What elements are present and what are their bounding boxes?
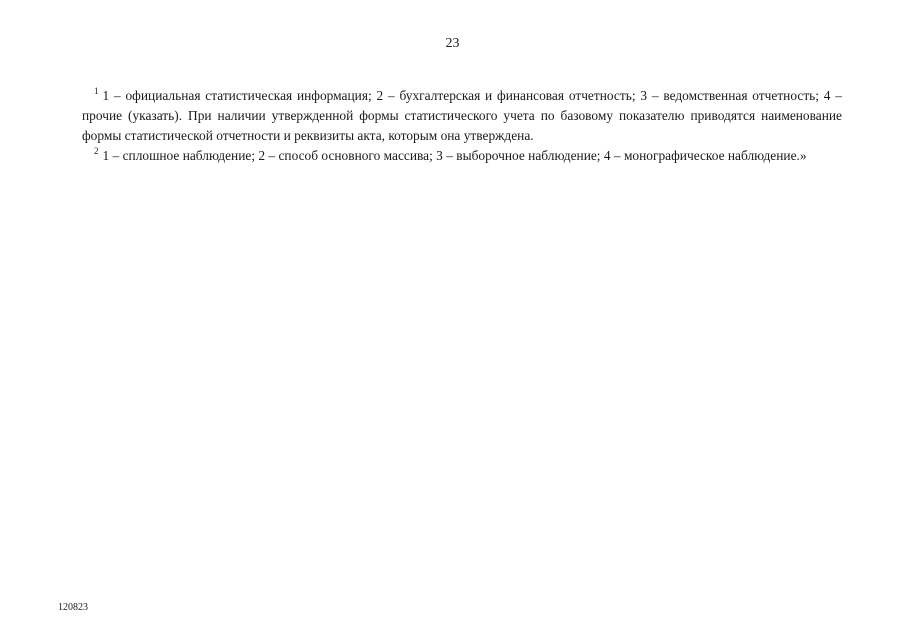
footnote-1-marker: 1 [94,86,99,96]
document-code: 120823 [58,602,88,613]
page-number: 23 [445,36,460,51]
footnotes [82,86,842,166]
footnote-1-text: 1 – официальная статистическая информация; 2 – бухгалтерская и финансовая отчетность; 3 – ведомственная отчетность; 4 – прочие (указать). При наличии утвержденной формы статистического учета по базовому показателю приводятся наименование формы статистической отчетности и реквизиты акта, которым она утверждена. [82,88,842,143]
footnote-2-text: 1 – сплошное наблюдение; 2 – способ основного массива; 3 – выборочное наблюдение; 4 – монографическое наблюдение.» [102,148,807,163]
footnote-2-marker: 2 [94,146,99,156]
footnote-2 [82,146,842,166]
footnote-1 [82,86,842,146]
